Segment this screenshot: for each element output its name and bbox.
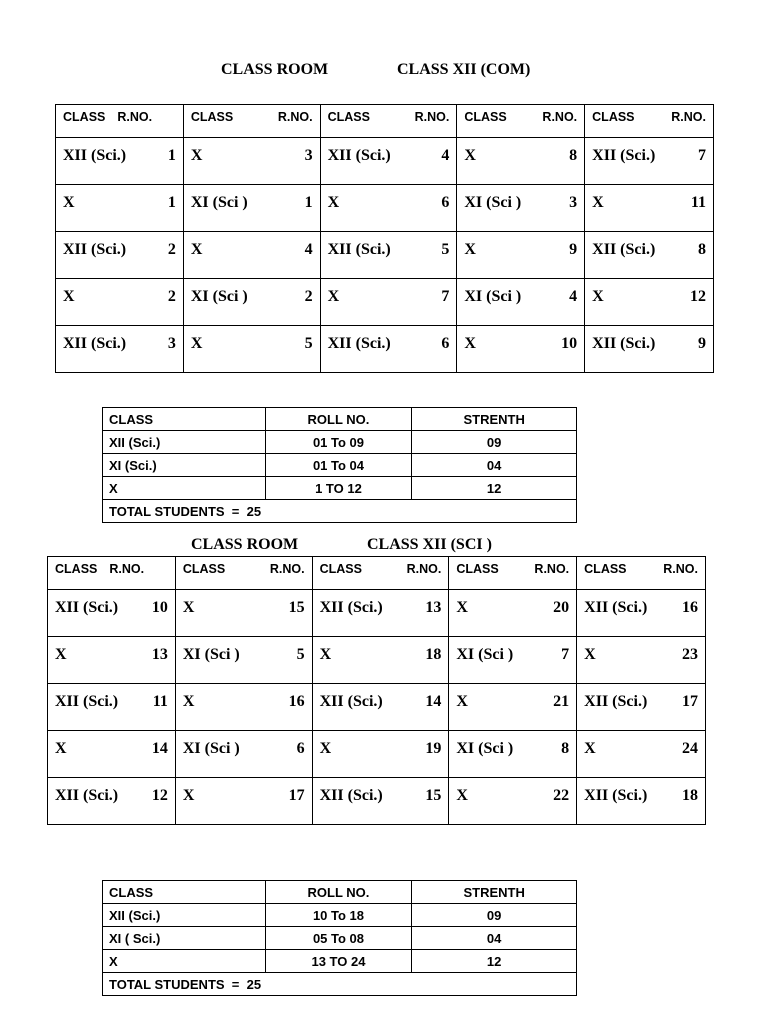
- seat-cell: [312, 778, 449, 825]
- summary-table-1: [102, 407, 577, 523]
- seat-class: XII (Sci.): [55, 599, 119, 616]
- seat-cell: [175, 637, 312, 684]
- seat-class: X: [327, 288, 340, 305]
- seat-rno: 3: [304, 147, 313, 164]
- seat-cell: [457, 232, 585, 279]
- summary-strength: 09: [412, 431, 577, 454]
- table-row: [56, 232, 714, 279]
- seat-class: XII (Sci.): [327, 335, 391, 352]
- summary-total: TOTAL STUDENTS = 25: [103, 500, 577, 523]
- seat-rno: 4: [569, 288, 578, 305]
- seat-rno: 22: [553, 787, 570, 804]
- header-rno: R.NO.: [671, 110, 706, 124]
- seat-cell: [312, 731, 449, 778]
- seat-rno: 7: [441, 288, 450, 305]
- summary-total-row: [103, 973, 577, 996]
- header-class: CLASS: [319, 562, 362, 576]
- header-rno: R.NO.: [269, 562, 305, 576]
- summary-header-row: [103, 881, 577, 904]
- seat-class: X: [55, 740, 67, 757]
- seat-rno: 9: [698, 335, 706, 352]
- seat-class: XII (Sci.): [584, 787, 648, 804]
- seat-cell: [56, 279, 184, 326]
- section-1-class-heading: CLASS XII (COM): [397, 61, 531, 78]
- header-cell: [457, 105, 585, 138]
- table-row: [48, 637, 706, 684]
- seat-cell: [320, 326, 457, 373]
- seat-class: X: [456, 787, 468, 804]
- header-rno: R.NO.: [663, 562, 698, 576]
- seat-cell: [449, 637, 577, 684]
- seat-cell: [577, 684, 706, 731]
- seat-class: XI (Sci ): [182, 740, 240, 757]
- seat-class: X: [63, 288, 75, 305]
- summary-header-strength: STRENTH: [412, 881, 577, 904]
- header-class: CLASS: [327, 110, 370, 124]
- seat-rno: 1: [304, 194, 313, 211]
- seat-rno: 4: [441, 147, 450, 164]
- seat-rno: 6: [441, 335, 450, 352]
- seat-cell: [183, 326, 320, 373]
- seat-cell: [577, 731, 706, 778]
- seat-rno: 10: [151, 599, 168, 616]
- table-row: [56, 185, 714, 232]
- seat-cell: [48, 590, 176, 637]
- seat-cell: [585, 185, 714, 232]
- seat-class: X: [327, 194, 340, 211]
- seat-rno: 15: [425, 787, 442, 804]
- seat-class: XII (Sci.): [592, 335, 656, 352]
- seat-rno: 17: [288, 787, 305, 804]
- summary-strength: 12: [412, 950, 577, 973]
- summary-rollno: 10 To 18: [265, 904, 412, 927]
- header-class: CLASS: [592, 110, 635, 124]
- summary-class: X: [103, 950, 266, 973]
- summary-header-class: CLASS: [103, 408, 266, 431]
- seat-cell: [175, 684, 312, 731]
- seat-class: X: [63, 194, 75, 211]
- seat-rno: 24: [682, 740, 698, 757]
- summary-row: [103, 904, 577, 927]
- seat-cell: [48, 637, 176, 684]
- seat-class: X: [182, 693, 195, 710]
- seat-class: X: [190, 335, 203, 352]
- header-class: CLASS: [190, 110, 234, 124]
- seat-rno: 19: [425, 740, 442, 757]
- header-rno: R.NO.: [414, 110, 450, 124]
- summary-row: [103, 950, 577, 973]
- seat-cell: [183, 232, 320, 279]
- seat-cell: [56, 185, 184, 232]
- seat-cell: [175, 590, 312, 637]
- seat-class: XII (Sci.): [319, 599, 383, 616]
- seat-cell: [585, 138, 714, 185]
- seat-class: X: [456, 599, 468, 616]
- seat-cell: [457, 326, 585, 373]
- seat-class: XI (Sci ): [464, 288, 522, 305]
- seat-rno: 10: [561, 335, 578, 352]
- seat-cell: [457, 185, 585, 232]
- seat-class: X: [55, 646, 67, 663]
- seat-rno: 12: [151, 787, 168, 804]
- table-row: [48, 778, 706, 825]
- seat-class: XI (Sci ): [456, 740, 514, 757]
- seat-rno: 13: [425, 599, 442, 616]
- summary-header-class: CLASS: [103, 881, 266, 904]
- seat-class: X: [592, 288, 604, 305]
- section-1-room-heading: CLASS ROOM: [221, 61, 329, 78]
- seat-rno: 8: [569, 147, 578, 164]
- summary-table-2: [102, 880, 577, 996]
- seat-class: X: [464, 147, 476, 164]
- seat-class: XI (Sci ): [456, 646, 514, 663]
- seat-rno: 6: [441, 194, 450, 211]
- seat-rno: 11: [690, 194, 706, 211]
- seat-rno: 11: [152, 693, 168, 710]
- section-2-room-heading: CLASS ROOM: [191, 536, 299, 553]
- header-cell: [56, 105, 184, 138]
- seat-cell: [577, 637, 706, 684]
- seat-class: XI (Sci ): [464, 194, 522, 211]
- seat-rno: 5: [296, 646, 305, 663]
- seat-cell: [48, 684, 176, 731]
- header-class: CLASS: [55, 562, 98, 576]
- seat-cell: [312, 684, 449, 731]
- seat-rno: 18: [425, 646, 442, 663]
- seat-class: X: [182, 787, 195, 804]
- seat-rno: 1: [167, 147, 176, 164]
- header-rno: R.NO.: [277, 110, 313, 124]
- header-rno: R.NO.: [109, 562, 145, 576]
- seat-cell: [175, 731, 312, 778]
- summary-row: [103, 454, 577, 477]
- summary-class: XI ( Sci.): [103, 927, 266, 950]
- seat-cell: [457, 138, 585, 185]
- seat-rno: 8: [561, 740, 570, 757]
- header-class: CLASS: [464, 110, 507, 124]
- header-cell: [48, 557, 176, 590]
- seat-class: XII (Sci.): [55, 693, 119, 710]
- summary-class: XII (Sci.): [103, 904, 266, 927]
- seat-rno: 5: [304, 335, 313, 352]
- seat-rno: 21: [553, 693, 570, 710]
- header-class: CLASS: [584, 562, 627, 576]
- seat-cell: [56, 232, 184, 279]
- header-cell: [312, 557, 449, 590]
- header-cell: [183, 105, 320, 138]
- seat-cell: [449, 590, 577, 637]
- seat-class: XII (Sci.): [63, 147, 127, 164]
- header-cell: [175, 557, 312, 590]
- summary-strength: 09: [412, 904, 577, 927]
- seat-class: XII (Sci.): [584, 599, 648, 616]
- summary-class: X: [103, 477, 266, 500]
- header-rno: R.NO.: [534, 562, 570, 576]
- seat-class: XII (Sci.): [584, 693, 648, 710]
- summary-total: TOTAL STUDENTS = 25: [103, 973, 577, 996]
- seat-cell: [457, 279, 585, 326]
- seat-rno: 3: [569, 194, 578, 211]
- header-cell: [585, 105, 714, 138]
- seat-class: X: [190, 241, 203, 258]
- header-cell: [577, 557, 706, 590]
- seat-rno: 17: [682, 693, 698, 710]
- seating-header-row: [56, 105, 714, 138]
- seat-class: XII (Sci.): [592, 147, 656, 164]
- summary-header-rollno: ROLL NO.: [265, 408, 412, 431]
- seat-cell: [449, 684, 577, 731]
- seat-rno: 16: [288, 693, 305, 710]
- seat-class: X: [319, 646, 332, 663]
- seat-rno: 1: [167, 194, 176, 211]
- seat-cell: [56, 138, 184, 185]
- header-rno: R.NO.: [117, 110, 153, 124]
- summary-strength: 04: [412, 454, 577, 477]
- summary-total-row: [103, 500, 577, 523]
- seat-rno: 8: [698, 241, 706, 258]
- summary-rollno: 1 TO 12: [265, 477, 412, 500]
- seat-rno: 23: [682, 646, 698, 663]
- header-class: CLASS: [456, 562, 499, 576]
- seat-cell: [175, 778, 312, 825]
- seat-rno: 2: [167, 241, 176, 258]
- seat-rno: 18: [682, 787, 698, 804]
- section-2-class-heading: CLASS XII (SCI ): [367, 536, 492, 553]
- seat-rno: 7: [698, 147, 706, 164]
- seating-header-row: [48, 557, 706, 590]
- summary-header-row: [103, 408, 577, 431]
- seat-class: XI (Sci ): [190, 194, 248, 211]
- seating-table-1: [55, 104, 714, 373]
- summary-header-strength: STRENTH: [412, 408, 577, 431]
- seat-cell: [56, 326, 184, 373]
- seat-rno: 14: [151, 740, 168, 757]
- seat-cell: [585, 326, 714, 373]
- table-row: [56, 279, 714, 326]
- seat-class: X: [592, 194, 604, 211]
- header-cell: [320, 105, 457, 138]
- seat-cell: [183, 138, 320, 185]
- seat-rno: 14: [425, 693, 442, 710]
- seat-class: XII (Sci.): [592, 241, 656, 258]
- seat-rno: 4: [304, 241, 313, 258]
- seat-class: XII (Sci.): [319, 693, 383, 710]
- seat-rno: 16: [682, 599, 698, 616]
- table-row: [48, 731, 706, 778]
- seat-class: XII (Sci.): [327, 241, 391, 258]
- seat-class: XII (Sci.): [63, 241, 127, 258]
- seat-class: X: [464, 335, 476, 352]
- seat-cell: [320, 232, 457, 279]
- seat-cell: [320, 279, 457, 326]
- table-row: [56, 138, 714, 185]
- seat-cell: [320, 185, 457, 232]
- seat-class: XII (Sci.): [55, 787, 119, 804]
- summary-rollno: 13 TO 24: [265, 950, 412, 973]
- summary-class: XII (Sci.): [103, 431, 266, 454]
- header-rno: R.NO.: [406, 562, 442, 576]
- seat-cell: [183, 279, 320, 326]
- summary-row: [103, 927, 577, 950]
- seat-cell: [183, 185, 320, 232]
- seat-rno: 7: [561, 646, 570, 663]
- summary-row: [103, 431, 577, 454]
- seat-class: X: [584, 740, 596, 757]
- seat-rno: 3: [167, 335, 176, 352]
- seat-rno: 12: [690, 288, 706, 305]
- seat-cell: [585, 279, 714, 326]
- seat-class: X: [182, 599, 195, 616]
- summary-class: XI (Sci.): [103, 454, 266, 477]
- seat-class: XI (Sci ): [190, 288, 248, 305]
- seat-cell: [48, 731, 176, 778]
- seat-rno: 2: [167, 288, 176, 305]
- summary-row: [103, 477, 577, 500]
- table-row: [56, 326, 714, 373]
- seat-class: X: [190, 147, 203, 164]
- seat-rno: 15: [288, 599, 305, 616]
- seat-rno: 2: [304, 288, 313, 305]
- seat-class: X: [584, 646, 596, 663]
- seat-class: X: [464, 241, 476, 258]
- summary-header-rollno: ROLL NO.: [265, 881, 412, 904]
- seat-class: X: [456, 693, 468, 710]
- header-class: CLASS: [182, 562, 226, 576]
- seat-cell: [312, 590, 449, 637]
- seat-cell: [449, 731, 577, 778]
- seat-rno: 13: [151, 646, 168, 663]
- seat-rno: 5: [441, 241, 450, 258]
- summary-strength: 04: [412, 927, 577, 950]
- summary-rollno: 01 To 09: [265, 431, 412, 454]
- seat-rno: 9: [569, 241, 578, 258]
- summary-strength: 12: [412, 477, 577, 500]
- seat-class: XII (Sci.): [63, 335, 127, 352]
- summary-rollno: 05 To 08: [265, 927, 412, 950]
- seat-class: X: [319, 740, 332, 757]
- seat-class: XII (Sci.): [319, 787, 383, 804]
- seat-rno: 6: [296, 740, 305, 757]
- header-rno: R.NO.: [542, 110, 578, 124]
- seat-cell: [48, 778, 176, 825]
- seat-class: XI (Sci ): [182, 646, 240, 663]
- seat-cell: [577, 778, 706, 825]
- seat-cell: [449, 778, 577, 825]
- seat-class: XII (Sci.): [327, 147, 391, 164]
- seating-table-2: [47, 556, 706, 825]
- seat-cell: [585, 232, 714, 279]
- header-class: CLASS: [63, 110, 106, 124]
- header-cell: [449, 557, 577, 590]
- seat-rno: 20: [553, 599, 570, 616]
- seat-cell: [312, 637, 449, 684]
- seat-cell: [320, 138, 457, 185]
- summary-rollno: 01 To 04: [265, 454, 412, 477]
- table-row: [48, 684, 706, 731]
- seat-cell: [577, 590, 706, 637]
- table-row: [48, 590, 706, 637]
